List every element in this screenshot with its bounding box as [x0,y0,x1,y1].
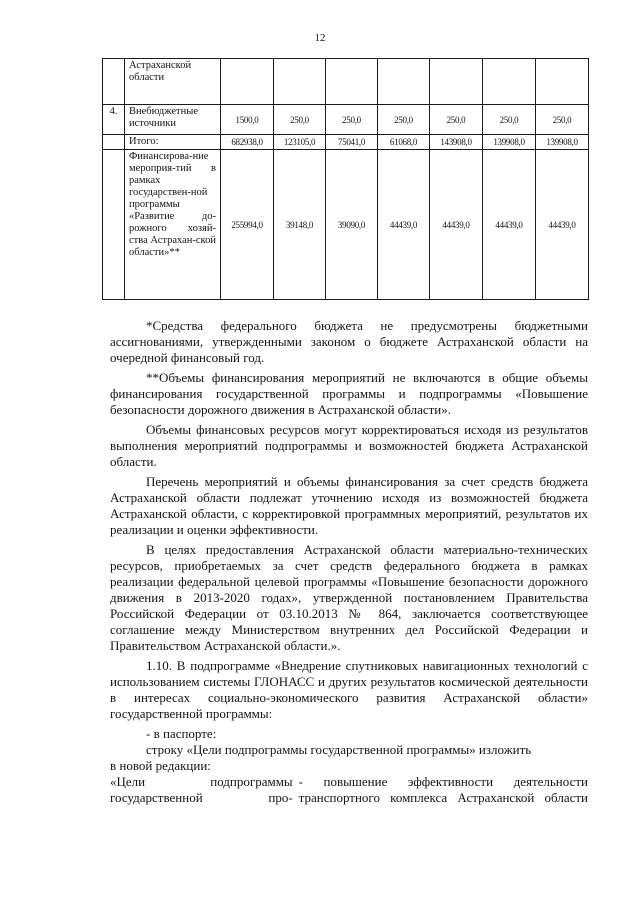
value-cell: 39148,0 [274,150,326,300]
value-cell: 1500,0 [221,105,274,135]
value-cell: 250,0 [430,105,483,135]
table-row [103,105,589,135]
value-cell: 44439,0 [483,150,536,300]
row-label: Внебюджетные источники [125,105,221,135]
footnote-excluded: **Объемы финансирования мероприятий не включаются в общие объемы финансирования государственной программы и подпрограммы «Повышение безопасности дорожного движения в Астраханской области». [110,370,588,417]
value-cell: 250,0 [483,105,536,135]
value-cell [430,59,483,105]
value-cell: 250,0 [274,105,326,135]
value-cell: 255994,0 [221,150,274,300]
value-cell: 250,0 [536,105,589,135]
value-cell: 139908,0 [483,135,536,150]
value-cell: 61068,0 [378,135,430,150]
value-cell: 682938,0 [221,135,274,150]
page-number: 12 [314,32,326,44]
value-cell [221,59,274,105]
paragraph: в новой редакции: [110,758,211,773]
quote-row [110,774,588,806]
value-cell [274,59,326,105]
value-cell [483,59,536,105]
footnote-federal: *Средства федерального бюджета не предусмотрены бюджетными ассигнованиями, утвержденными законом о бюджете Астраханской области на очередной финансовый год. [110,318,588,365]
row-label: Итого: [125,135,221,150]
paragraph: строку «Цели подпрограммы государственной программы» изложить [146,742,532,757]
paragraph: Объемы финансовых ресурсов могут корректироваться исходя из результатов выполнения мероприятий подпрограммы и возможностей бюджета Астраханской области. [110,422,588,469]
row-label: Астраханской области [125,59,221,105]
paragraph: В целях предоставления Астраханской области материально-технических ресурсов, приобретаемых за счет средств федерального бюджета в рамках реализации федеральной целевой программы «Повышение безопасности дорожного движения в 2013-2020 годах», утвержденной постановлением Правительства Российской Федерации от 03.10.2013 № 864, заключается соответствующее соглашение между Министерством внутренних дел Российской Федерации и Правительством Астраханской области.». [110,542,588,653]
value-cell: 75041,0 [326,135,378,150]
value-cell [536,59,589,105]
row-index [103,150,125,300]
row-index: 4. [103,105,125,135]
paragraph: 1.10. В подпрограмме «Внедрение спутниковых навигационных технологий с использованием системы ГЛОНАСС и других результатов космической деятельности в интересах социально-экономического развития Астраханской области» государственной программы: [110,658,588,721]
row-index [103,59,125,105]
value-cell: 39090,0 [326,150,378,300]
quote-left: «Цели подпрограммы государственной про- [110,774,293,805]
value-cell: 139908,0 [536,135,589,150]
row-index [103,135,125,150]
value-cell: 250,0 [326,105,378,135]
value-cell [326,59,378,105]
table-row [103,59,589,105]
value-cell: 123105,0 [274,135,326,150]
value-cell: 44439,0 [378,150,430,300]
body-text [110,318,588,806]
quote-right: - повышение эффективности деятельности транспортного комплекса Астраханской области [298,774,588,805]
value-cell [378,59,430,105]
paragraph: - в паспорте: [146,726,217,741]
table-row [103,135,589,150]
value-cell: 143908,0 [430,135,483,150]
row-label: Финансирова-ние мероприя-тий в рамках государствен-ной программы «Развитие до-рожного хозяй-ства Астрахан-ской области»** [125,150,221,300]
value-cell: 44439,0 [536,150,589,300]
value-cell: 250,0 [378,105,430,135]
value-cell: 44439,0 [430,150,483,300]
table-row [103,150,589,300]
paragraph: Перечень мероприятий и объемы финансирования за счет средств бюджета Астраханской области подлежат уточнению исходя из возможностей бюджета Астраханской области, с корректировкой программных мероприятий, результатов их реализации и оценки эффективности. [110,474,588,537]
financing-table [102,58,589,300]
